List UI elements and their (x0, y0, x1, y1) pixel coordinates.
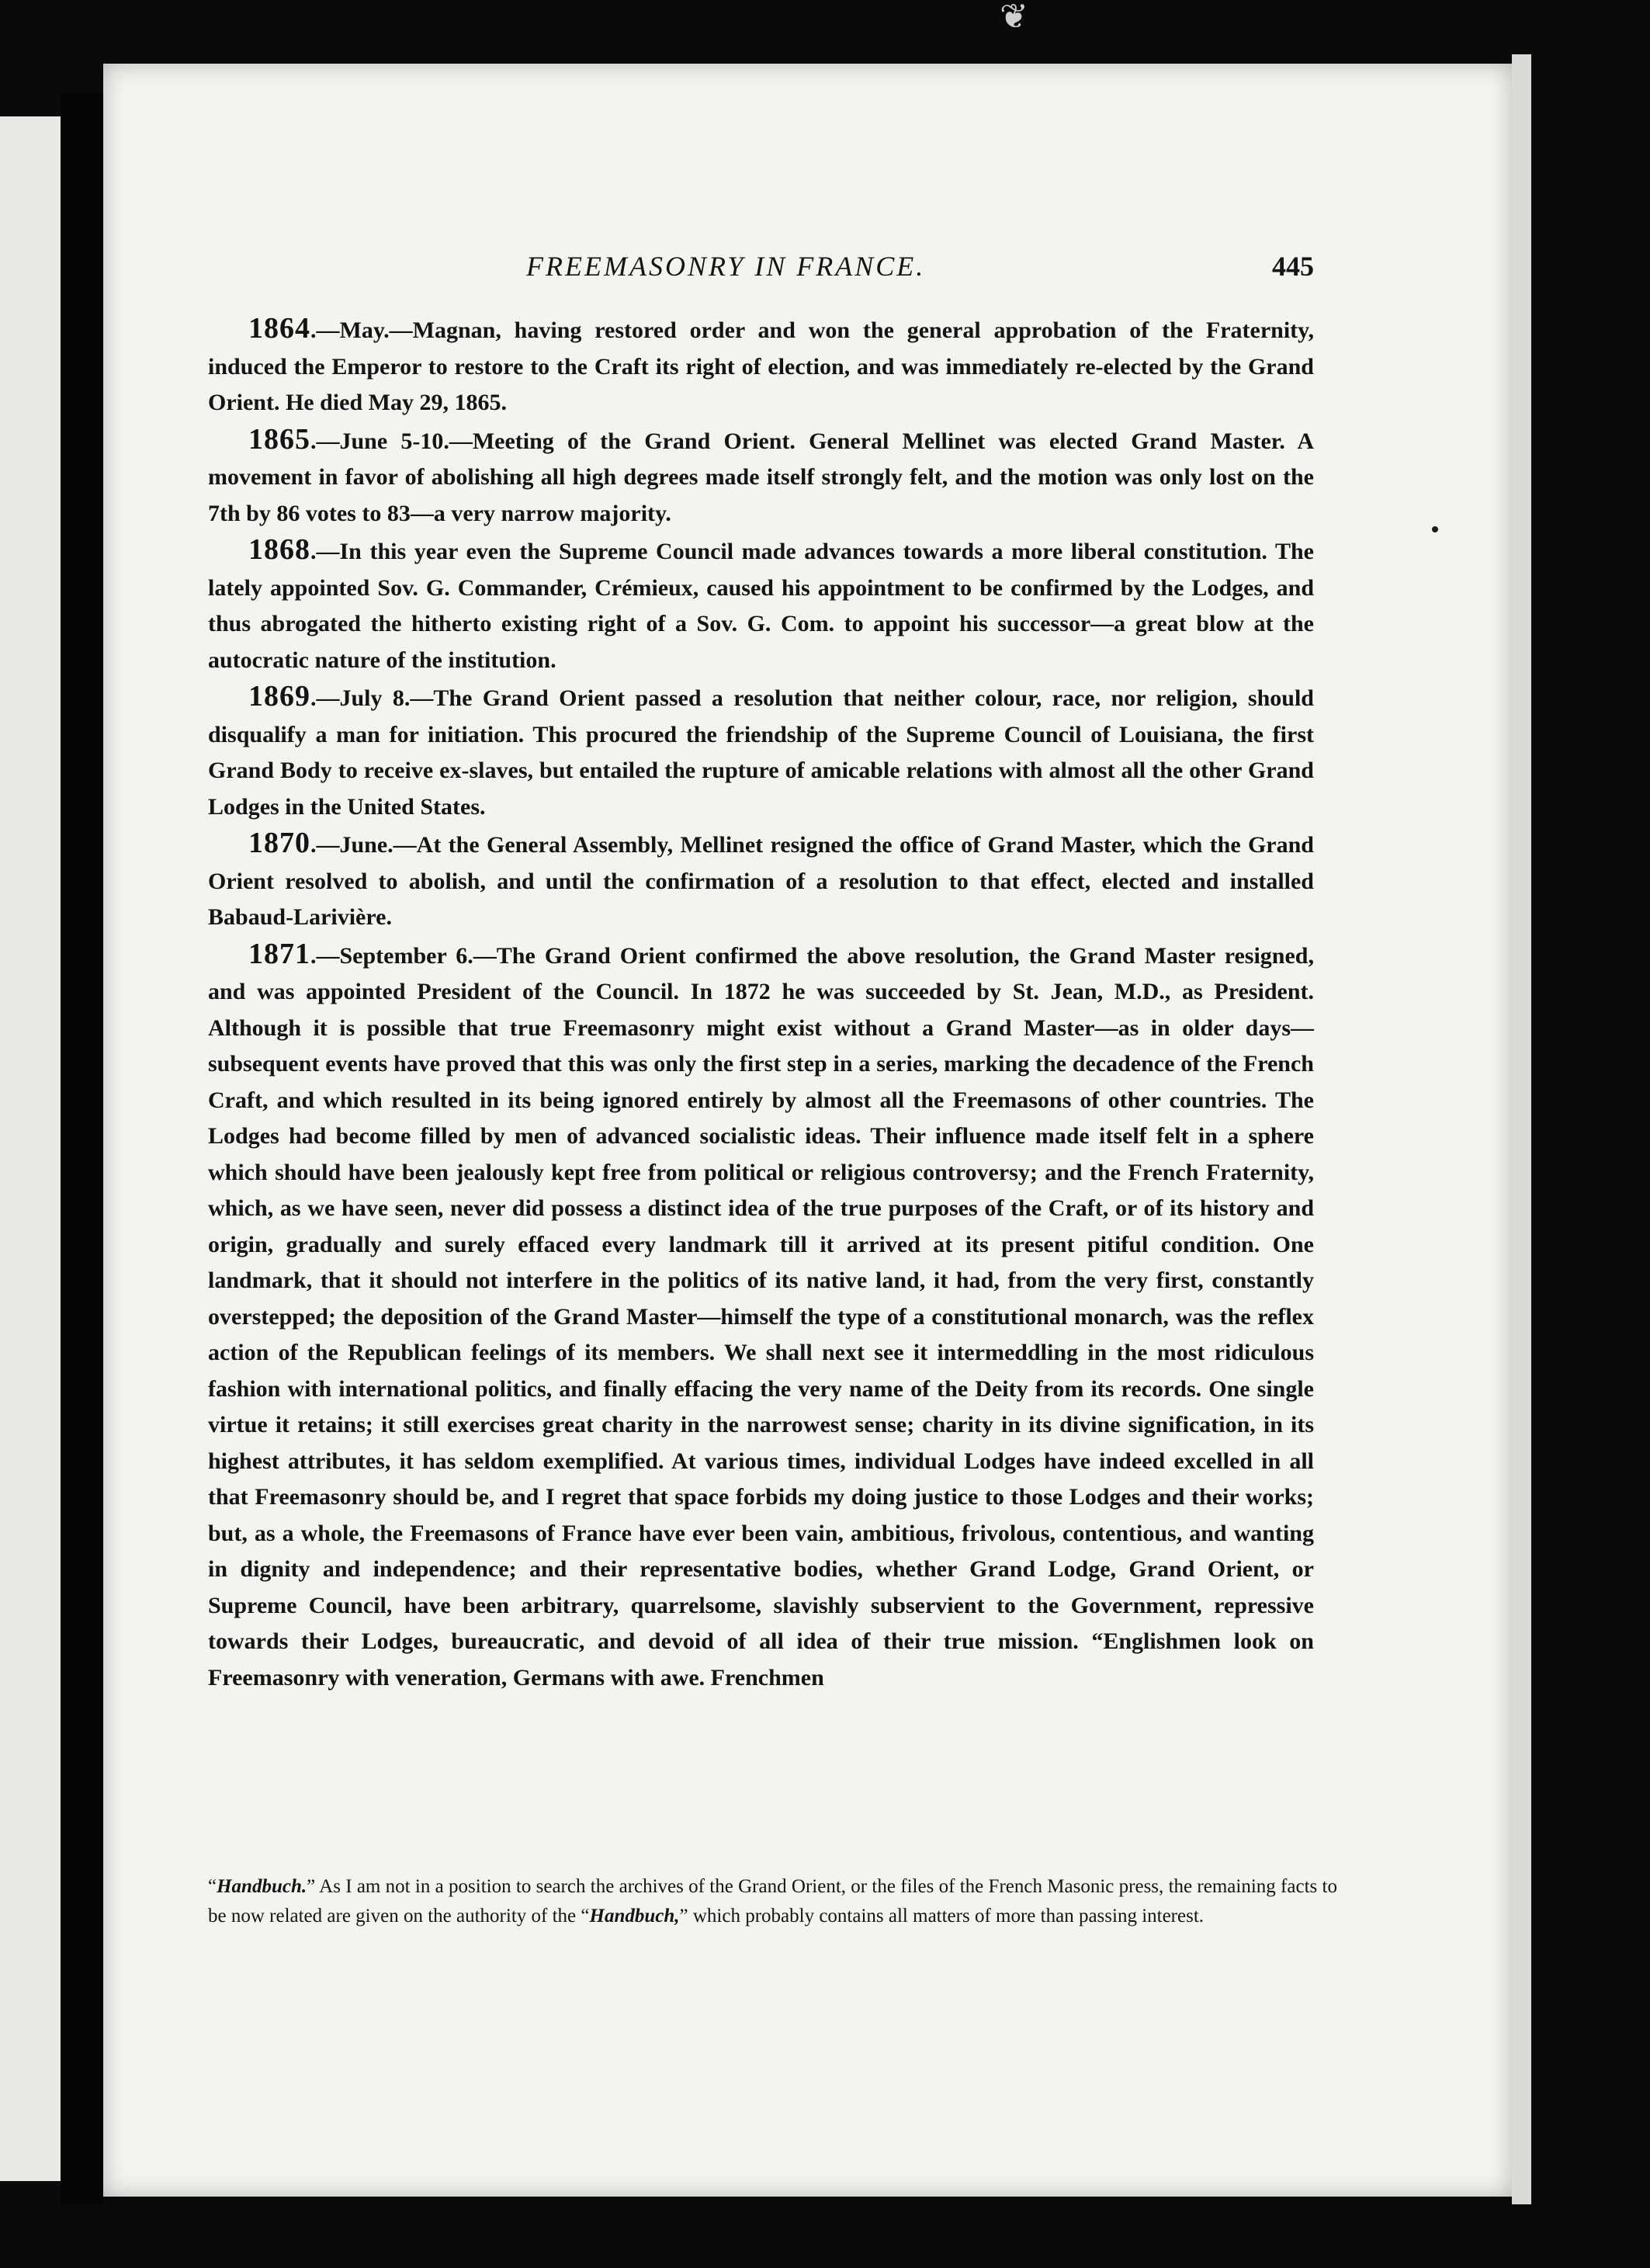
entry-paragraph (208, 532, 1314, 678)
entry-text: .—In this year even the Supreme Council made advances towards a more liberal constitution. The lately appointed Sov. G. Commander, Crémieux, caused his appointment to be confirmed by the Lodges, and thus abrogated the hitherto existing right of a Sov. G. Com. to appoint his successor—a great blow at the autocratic nature of the institution. (208, 539, 1314, 673)
entry-text: .—May.—Magnan, having restored order and won the general approbation of the Fraternity, induced the Emperor to restore to the Craft its right of election, and was immediately re-elected by the Grand Orient. He died May 29, 1865. (208, 317, 1314, 415)
entry-text: .—July 8.—The Grand Orient passed a resolution that neither colour, race, nor religion, should disqualify a man for initiation. This procured the friendship of the Supreme Council of Louisiana, the first Grand Body to receive ex-slaves, but entailed the rupture of amicable relations with almost all the other Grand Lodges in the United States. (208, 685, 1314, 820)
entry-year: 1864 (248, 312, 310, 345)
entry-text: .—June 5-10.—Meeting of the Grand Orient. General Mellinet was elected Grand Master. A movement in favor of abolishing all high degrees made itself strongly felt, and the motion was only lost on the 7th by 86 votes to 83—a very narrow majority. (208, 428, 1314, 526)
entry-text: .—September 6.—The Grand Orient confirmed the above resolution, the Grand Master resigned, and was appointed President of the Council. In 1872 he was succeeded by St. Jean, M.D., as President. Although it is possible that true Freemasonry might exist without a Grand Master—as in older days—subsequent events have proved that this was only the first step in a series, marking the decadence of the French Craft, and which resulted in its being ignored entirely by almost all the Freemasons of other countries. The Lodges had become filled by men of advanced socialistic ideas. Their influence made itself felt in a sphere which should have been jealously kept free from political or religious controversy; and the French Fraternity, which, as we have seen, never did possess a distinct idea of the true purposes of the Craft, or of its history and origin, gradually and surely effaced every landmark till it arrived at its present pitiful condition. One landmark, that it should not interfere in the politics of its native land, it had, from the very first, constantly overstepped; the deposition of the Grand Master—himself the type of a constitutional monarch, was the reflex action of the Republican feelings of its members. We shall next see it intermeddling in the most ridiculous fashion with international politics, and finally effacing the very name of the Deity from its records. One single virtue it retains; it still exercises great charity in the narrowest sense; charity in its divine signification, in its highest attributes, it has seldom exemplified. At various times, individual Lodges have indeed excelled in all that Freemasonry should be, and I regret that space forbids my doing justice to those Lodges and their works; but, as a whole, the Freemasons of France have ever been vain, ambitious, frivolous, contentious, and wanting in dignity and independence; and their representative bodies, whether Grand Lodge, Grand Orient, or Supreme Council, have been arbitrary, quarrelsome, slavishly subservient to the Government, repressive towards their Lodges, bureaucratic, and devoid of all idea of their true mission. “Englishmen look on Freemasonry with veneration, Germans with awe. Frenchmen (208, 942, 1314, 1691)
footnote-handbuch: Handbuch, (589, 1906, 680, 1926)
footnote (208, 1872, 1337, 1931)
entry-paragraph (208, 825, 1314, 936)
entry-year: 1869 (248, 680, 310, 713)
entry-text: .—June.—At the General Assembly, Mellinet resigned the office of Grand Master, which the Grand Orient resolved to abolish, and until the confirmation of a resolution to that effect, elected and installed Babaud-Larivière. (208, 832, 1314, 930)
adjacent-page-edge (0, 116, 61, 2181)
running-head-title: FREEMASONRY IN FRANCE. (526, 251, 926, 282)
footnote-quote: “ (208, 1876, 217, 1897)
scan-border (1531, 54, 1537, 2204)
scan-artifact-mark: ❦ (1000, 0, 1028, 36)
page-text (208, 250, 1314, 1696)
page-gutter (61, 93, 103, 2204)
entry-year: 1870 (248, 827, 310, 859)
footnote-quote: “ (581, 1906, 590, 1926)
footnote-text: ” which probably contains all matters of more than passing interest. (679, 1906, 1205, 1926)
running-head (208, 250, 1314, 297)
entry-year: 1868 (248, 533, 310, 566)
entry-paragraph (208, 678, 1314, 825)
entry-year: 1865 (248, 422, 310, 456)
page-right-edge (1512, 54, 1531, 2204)
footnote-text: ” As I am not in a position to search the archives of the Grand Orient, or the files of the French Masonic press, the remaining facts to be now related are given on the authority of the (208, 1876, 1337, 1926)
page-number: 445 (1272, 251, 1314, 282)
entry-paragraph (208, 310, 1314, 421)
margin-dot (1432, 526, 1438, 532)
footnote-handbuch: Handbuch. (217, 1876, 307, 1897)
entry-paragraph (208, 421, 1314, 532)
entry-paragraph (208, 936, 1314, 1697)
entry-year: 1871 (248, 937, 310, 970)
